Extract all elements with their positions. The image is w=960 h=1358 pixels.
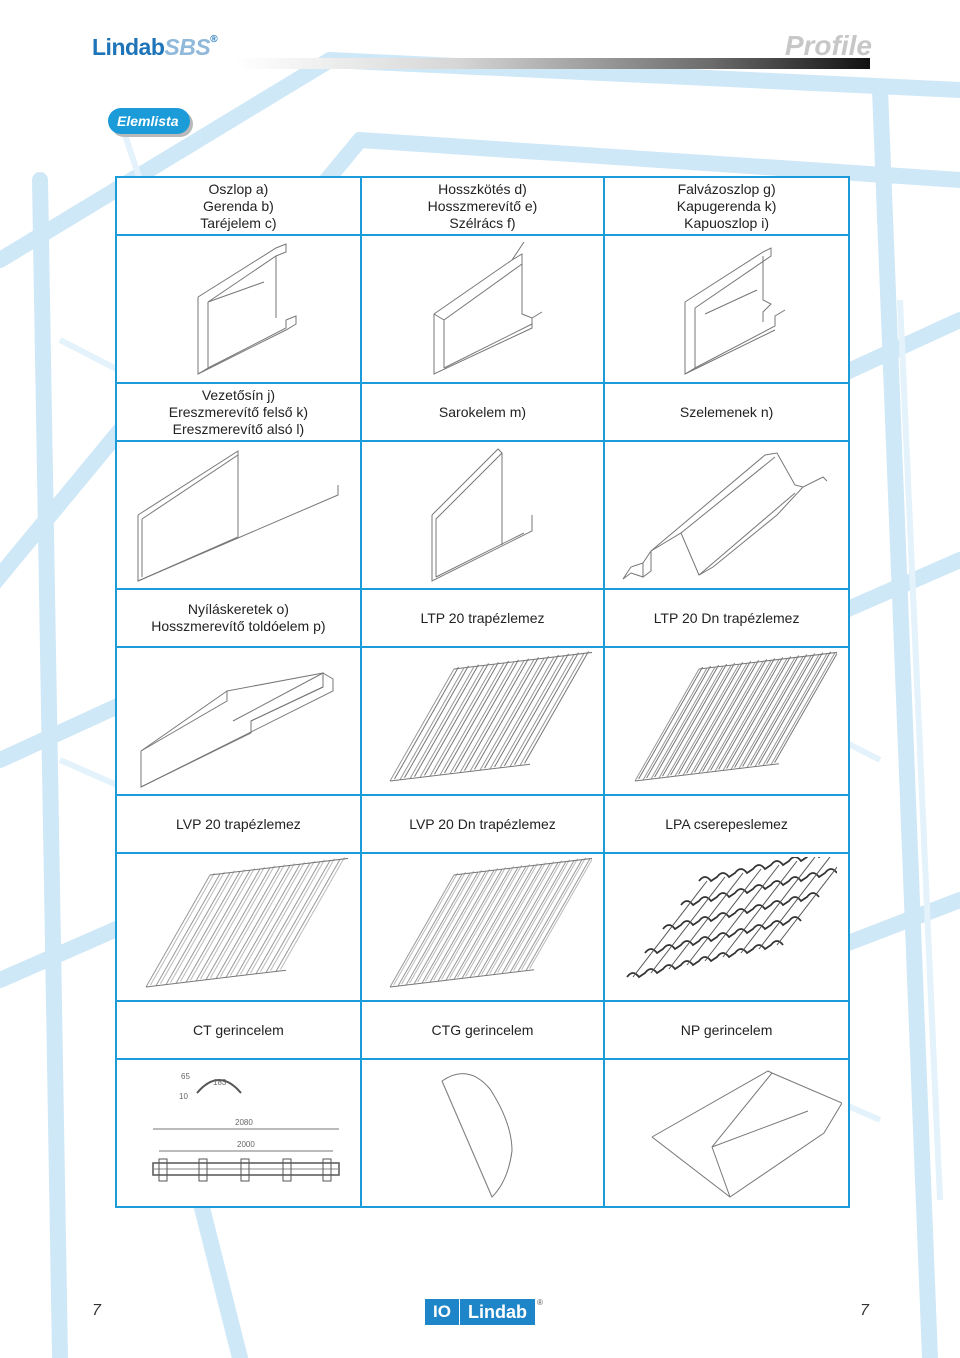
cell-label: LTP 20 Dn trapézlemez	[604, 589, 849, 647]
logo-sbs-text: SBS	[164, 34, 211, 60]
round-ridge-icon	[372, 1063, 592, 1203]
lindab-footer-name: Lindab	[460, 1299, 535, 1325]
purlin-profile-icon	[617, 445, 837, 585]
corner-profile-icon	[412, 445, 552, 585]
lindab-footer-logo	[424, 1298, 543, 1326]
section-pill: Elemlista	[108, 108, 190, 134]
table-row	[116, 853, 849, 1001]
element-list-table	[115, 176, 850, 1208]
c-profile-icon	[168, 242, 308, 377]
page-number-right: 7	[860, 1302, 869, 1319]
cell-label: Sarokelem m)	[361, 383, 604, 441]
cell-label: LVP 20 trapézlemez	[116, 795, 361, 853]
page-title: Profile	[784, 30, 872, 61]
trapezoid-sheet-icon	[372, 651, 592, 791]
cell-label: Vezetősín j) Ereszmerevítő felső k) Ereszmerevítő alsó l)	[116, 383, 361, 441]
table-row	[116, 647, 849, 795]
cell-label: Oszlop a) Gerenda b) Taréjelem c)	[116, 177, 361, 235]
wave-sheet-dn-icon	[372, 857, 592, 997]
u-channel-icon	[123, 651, 353, 791]
lindab-mark-icon: IO	[424, 1298, 460, 1326]
cell-label: CT gerincelem	[116, 1001, 361, 1059]
ct-length-inner-label: 2000	[237, 1140, 256, 1149]
cell-label: Hosszkötés d) Hosszmerevítő e) Szélrács f)	[361, 177, 604, 235]
ct-length-total-label: 2080	[235, 1118, 254, 1127]
cell-label: LVP 20 Dn trapézlemez	[361, 795, 604, 853]
ct-angle1-label: 65	[181, 1072, 191, 1081]
cell-label: LPA cserepeslemez	[604, 795, 849, 853]
cell-label: Szelemenek n)	[604, 383, 849, 441]
table-row	[116, 589, 849, 647]
trapezoid-sheet-dn-icon	[617, 651, 837, 791]
sigma-profile-icon	[657, 242, 797, 377]
ct-angle2-label: 10	[179, 1092, 189, 1101]
footer-reg-mark: ®	[537, 1298, 543, 1307]
flat-ridge-icon	[612, 1063, 842, 1203]
header-gradient-bar	[235, 58, 870, 69]
cell-label: LTP 20 trapézlemez	[361, 589, 604, 647]
cell-label: CTG gerincelem	[361, 1001, 604, 1059]
page-number-left: 7	[92, 1302, 101, 1319]
table-row	[116, 383, 849, 441]
cell-label: Nyíláskeretek o) Hosszmerevítő toldóelem p)	[116, 589, 361, 647]
angle-profile-icon	[128, 445, 348, 585]
ridge-drawing-icon	[123, 1063, 353, 1203]
lindab-sbs-logo	[92, 34, 217, 61]
table-row	[116, 441, 849, 589]
ct-radius-label: 183	[213, 1078, 227, 1087]
tile-sheet-icon	[617, 857, 837, 997]
table-row	[116, 795, 849, 853]
logo-lindab-text: Lindab	[92, 34, 165, 60]
logo-reg-mark: ®	[210, 34, 218, 45]
table-row	[116, 1059, 849, 1207]
cell-label: NP gerincelem	[604, 1001, 849, 1059]
z-profile-icon	[412, 242, 552, 377]
table-row	[116, 235, 849, 383]
wave-sheet-icon	[128, 857, 348, 997]
cell-label: Falvázoszlop g) Kapugerenda k) Kapuoszlop i)	[604, 177, 849, 235]
table-row	[116, 177, 849, 235]
table-row	[116, 1001, 849, 1059]
